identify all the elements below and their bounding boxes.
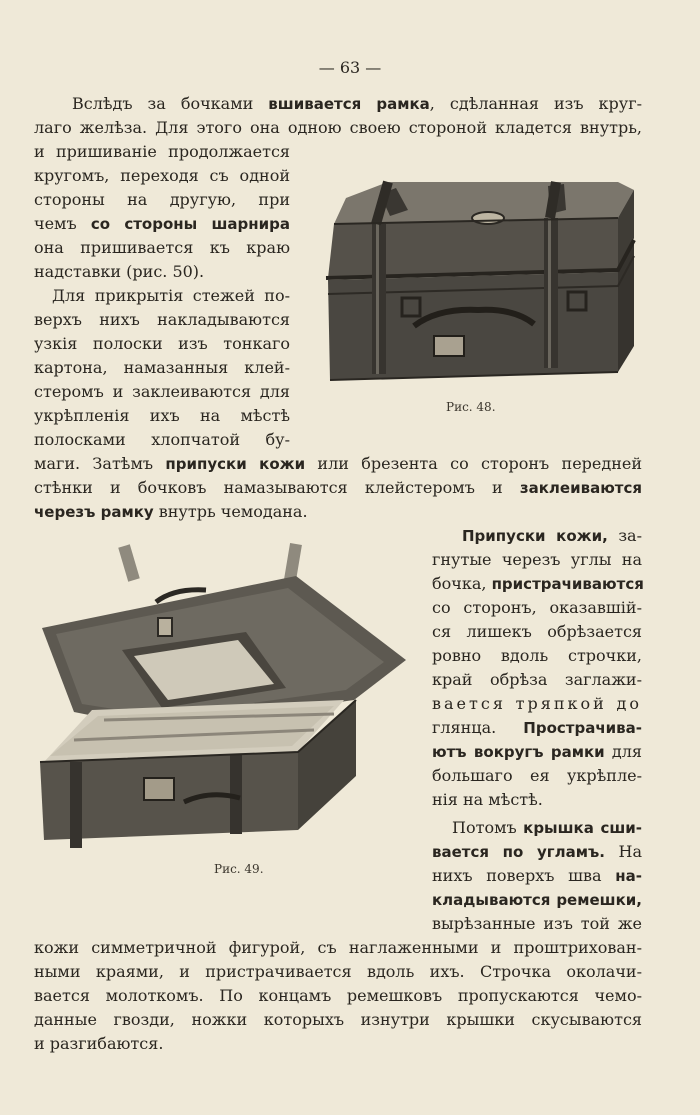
text-line: картона, намазанныя клей- (34, 358, 290, 377)
figure-49-caption: Рис. 49. (214, 862, 264, 876)
text-line: нія на мѣстѣ. (432, 790, 543, 809)
text-line: нихъ поверхъ шва на- (432, 866, 642, 885)
text-line: глянца. Прострачива- (432, 718, 642, 737)
text-line: со сторонъ, оказавшій- (432, 598, 642, 617)
text-line: стѣнки и бочковъ намазываются клейстеромъ и заклеиваются (34, 478, 642, 497)
text-line: Вслѣдъ за бочками вшивается рамка, сдѣланная изъ круг- (72, 94, 642, 113)
text-line: надставки (рис. 50). (34, 262, 205, 281)
closed-suitcase-figure (318, 158, 638, 390)
text-line: укрѣпленія ихъ на мѣстѣ (34, 406, 290, 425)
text-line: ными краями, и пристрачивается вдоль ихъ. Строчка околачи- (34, 962, 642, 981)
page-number: — 63 — (318, 58, 382, 77)
text-line: ровно вдоль строчки, (432, 646, 642, 665)
text-line: бочка, пристрачиваются (432, 574, 644, 593)
text-line: ютъ вокругъ рамки для (432, 742, 642, 761)
text-line: край обрѣза заглажи- (432, 670, 642, 689)
open-suitcase-figure (34, 540, 412, 858)
text-line: чемъ со стороны шарнира (34, 214, 290, 233)
text-line: вается молоткомъ. По концамъ ремешковъ пропускаются чемо- (34, 986, 642, 1005)
text-line: данные гвозди, ножки которыхъ изнутри крышки скусываются (34, 1010, 642, 1029)
text-line: вырѣзанные изъ той же (432, 914, 642, 933)
text-line: верхъ нихъ накладываются (34, 310, 290, 329)
text-line: Потомъ крышка сши- (452, 818, 642, 837)
text-line: стороны на другую, при (34, 190, 290, 209)
text-line: ся лишекъ обрѣзается (432, 622, 642, 641)
text-line: и разгибаются. (34, 1034, 164, 1053)
text-line: и пришиваніе продолжается (34, 142, 290, 161)
text-line: вается по угламъ. На (432, 842, 642, 861)
text-line: узкія полоски изъ тонкаго (34, 334, 290, 353)
text-line: кладываются ремешки, (432, 891, 642, 909)
text-line: Для прикрытія стежей по- (52, 286, 290, 305)
text-line: маги. Затѣмъ припуски кожи или брезента со сторонъ передней (34, 454, 643, 473)
text-line: полосками хлопчатой бу- (34, 430, 290, 449)
text-line: Припуски кожи, за- (462, 526, 642, 545)
text-line: она пришивается къ краю (34, 238, 290, 257)
text-line: кругомъ, переходя съ одной (34, 166, 290, 185)
text-line: вается тряпкой до (432, 694, 642, 713)
figure-48-caption: Рис. 48. (446, 400, 496, 414)
text-line: черезъ рамку внутрь чемодана. (34, 502, 308, 521)
text-line: кожи симметричной фигурой, съ наглаженными и проштрихован- (34, 938, 642, 957)
text-line: лаго желѣза. Для этого она одною своею стороной кладется внутрь, (34, 118, 642, 137)
text-line: гнутые черезъ углы на (432, 550, 642, 569)
text-line: стеромъ и заклеиваются для (34, 382, 290, 401)
text-line: большаго ея укрѣпле- (432, 766, 642, 785)
